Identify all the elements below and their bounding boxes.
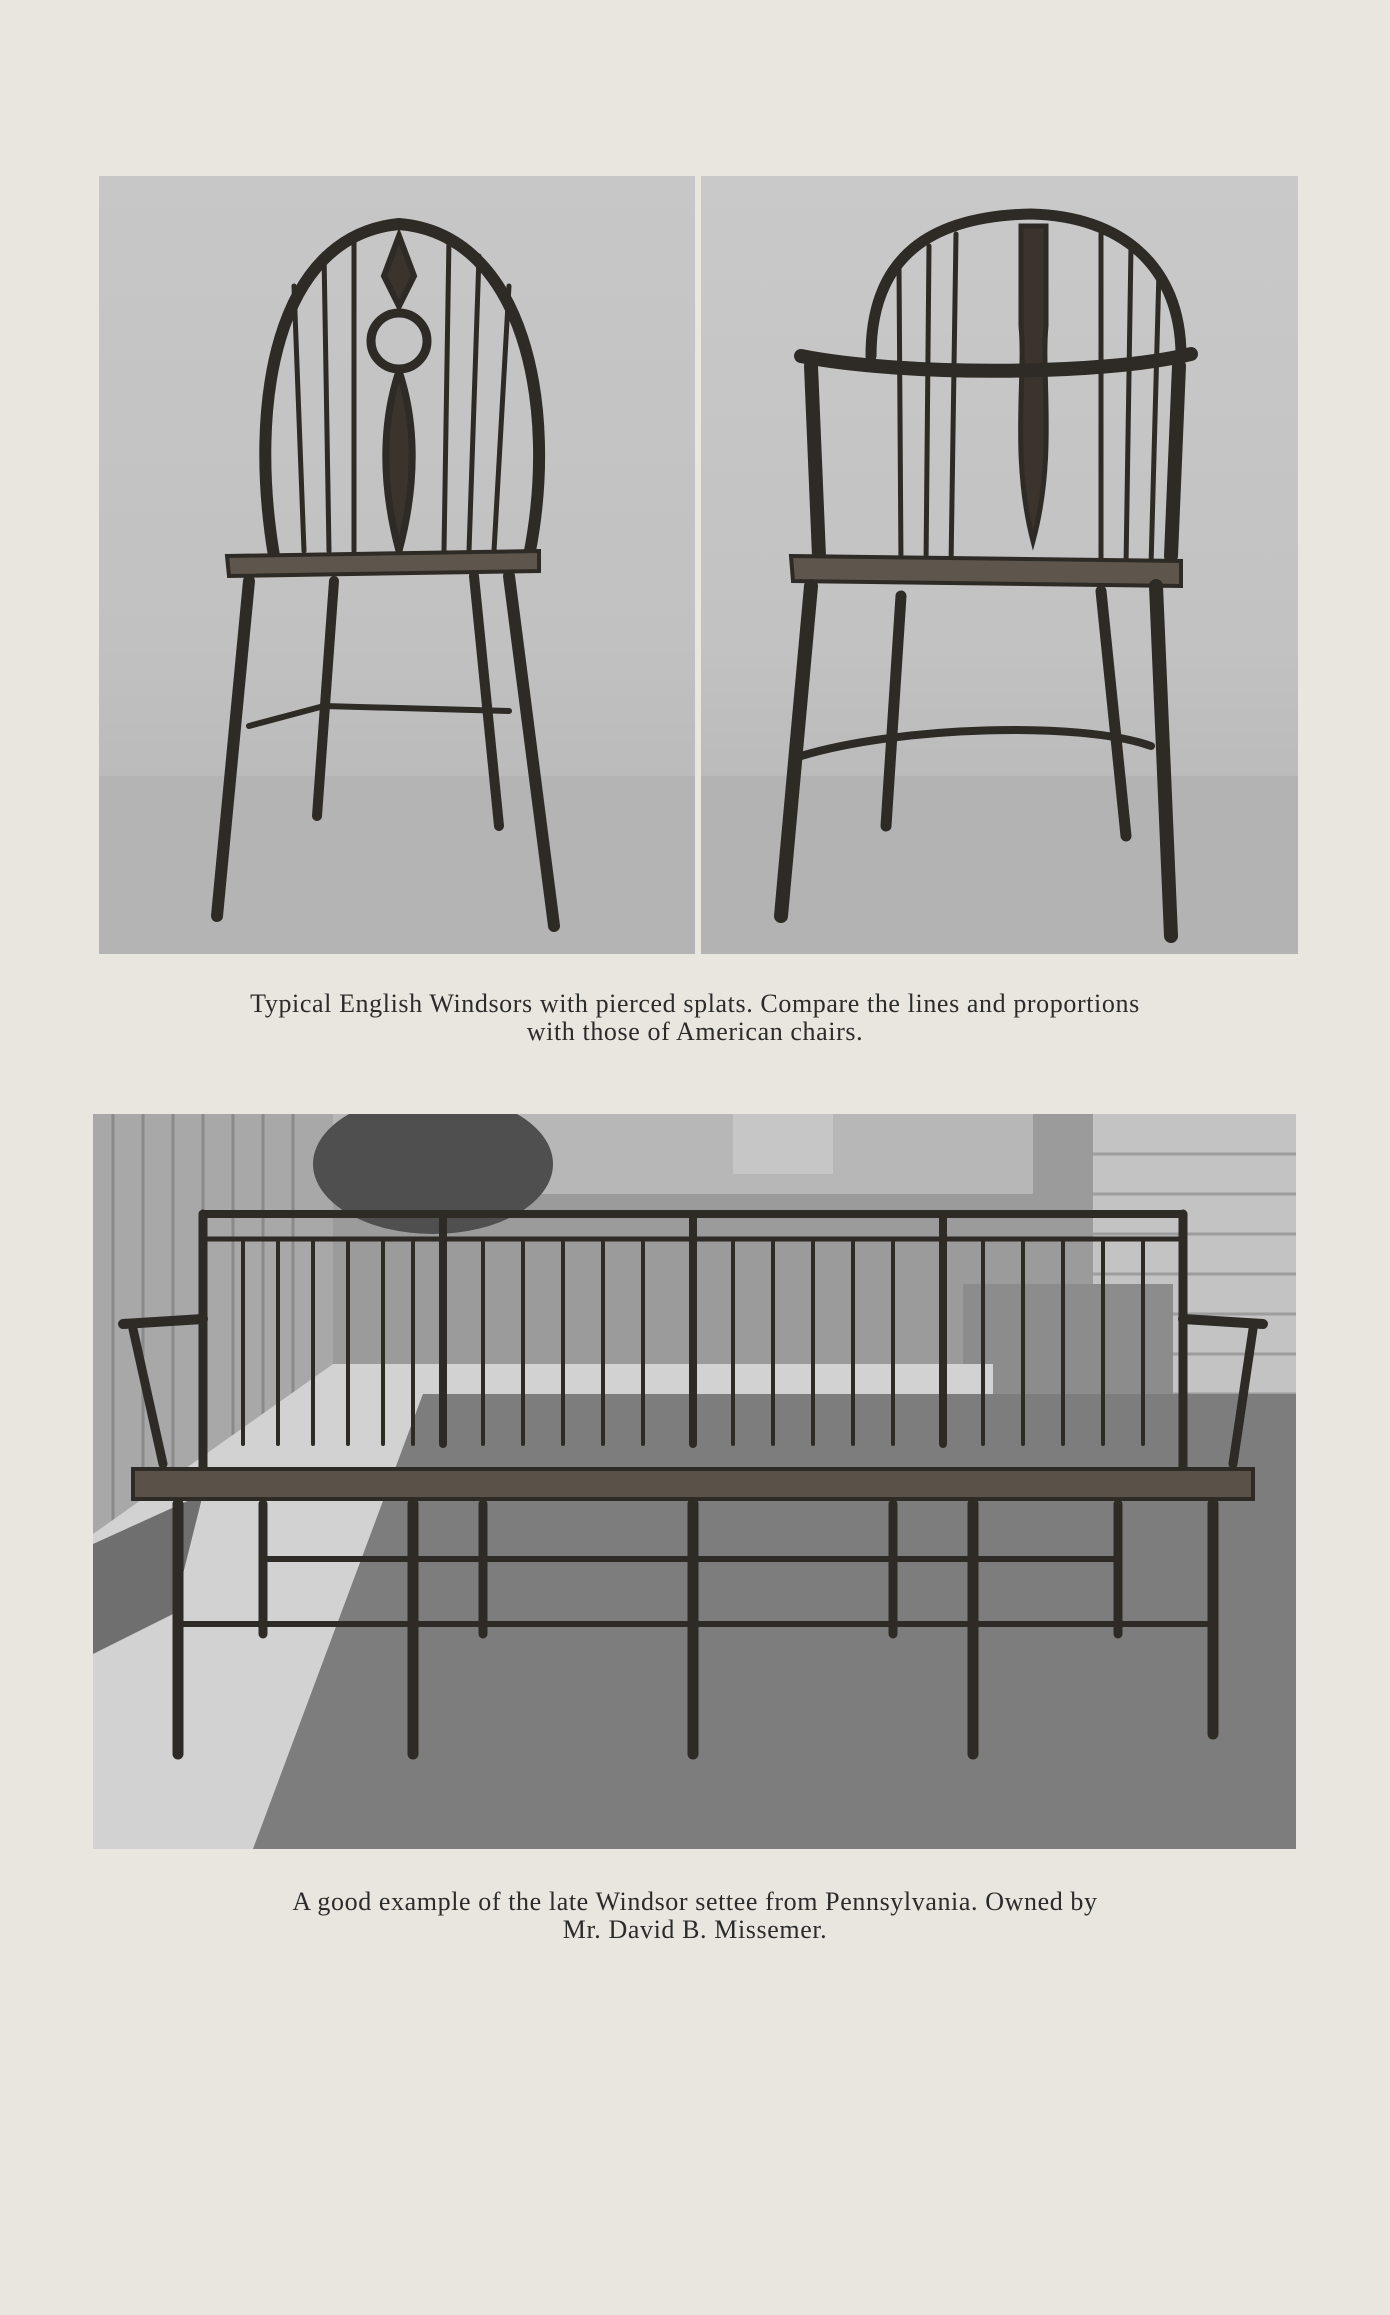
- caption-english-windsors: [90, 990, 1300, 1046]
- caption-line: with those of American chairs.: [526, 1017, 864, 1046]
- caption-line: Typical English Windsors with pierced splats. Compare the lines and proportions: [250, 989, 1140, 1018]
- photo-armchair: [701, 176, 1298, 954]
- caption-line: A good example of the late Windsor settee from Pennsylvania. Owned by: [292, 1887, 1098, 1916]
- caption-windsor-settee: [90, 1888, 1300, 1944]
- photo-windsor-settee: [93, 1114, 1296, 1849]
- photo-side-chair: [99, 176, 695, 954]
- caption-line: Mr. David B. Missemer.: [562, 1915, 828, 1944]
